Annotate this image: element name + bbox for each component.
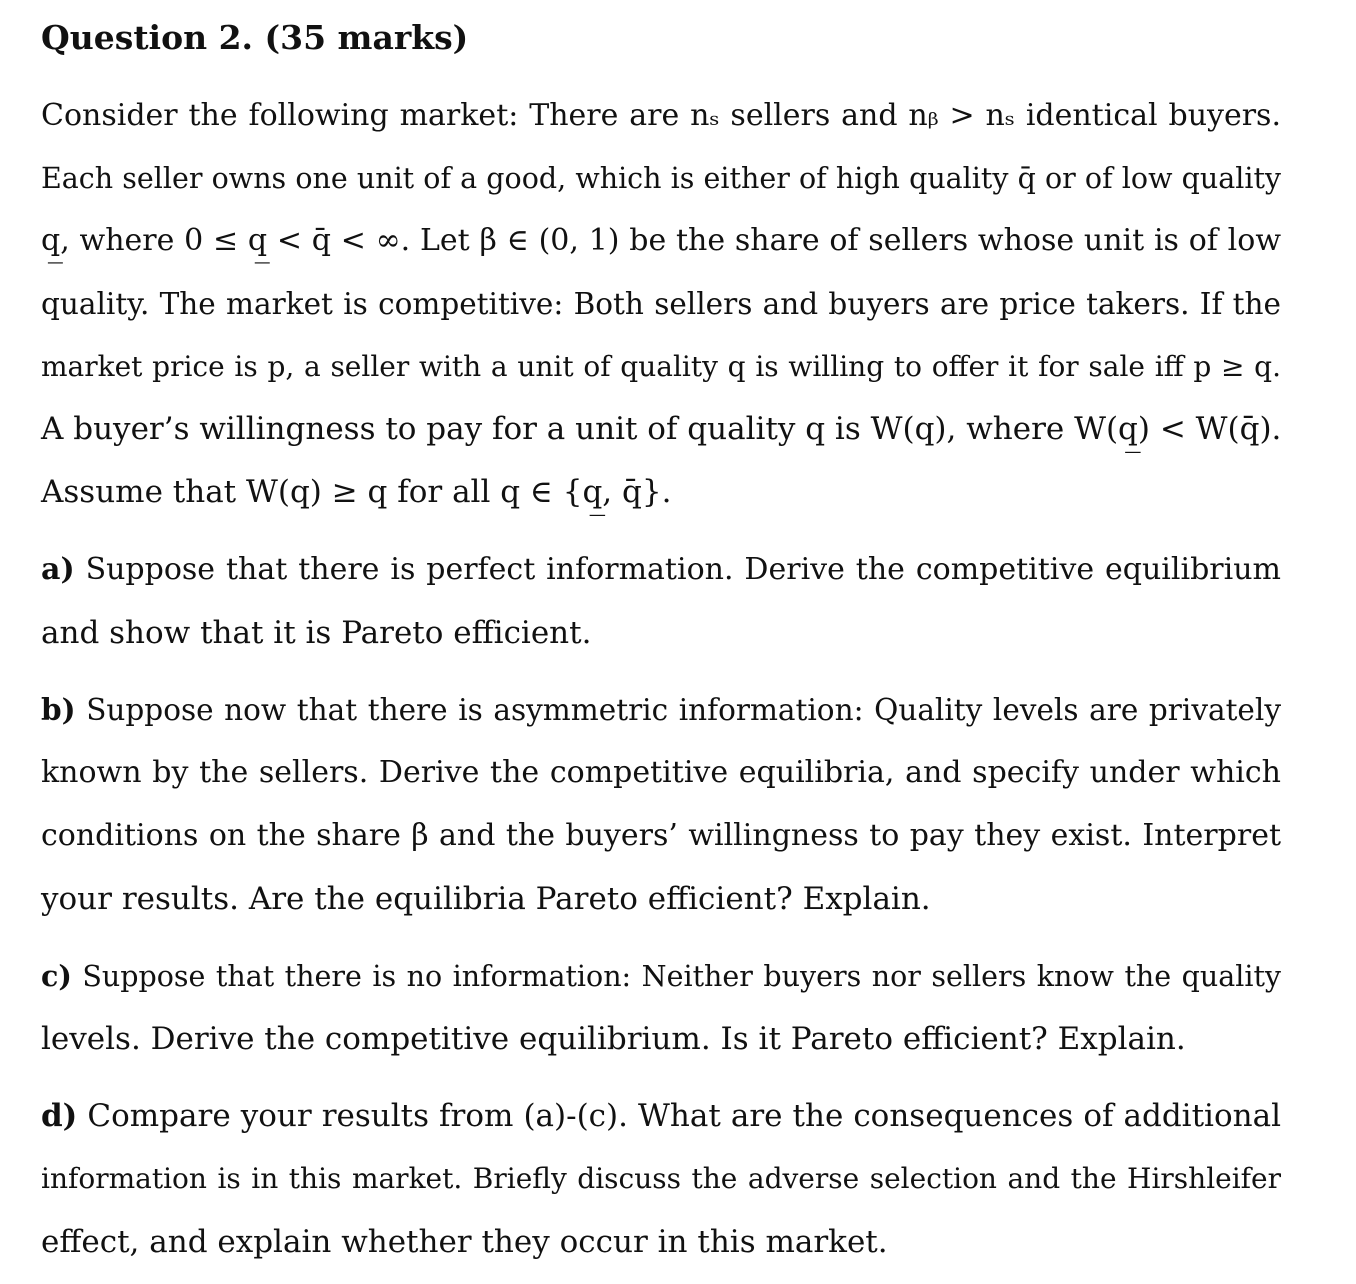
intro-line-6: A buyer’s willingness to pay for a unit of quality q is W(q), where W(q̲) < W(q̄). [41, 411, 1282, 447]
part-d-line-2: information is in this market. Briefly discuss the adverse selection and the Hirshleifer [41, 1162, 1281, 1195]
part-b-line-2: known by the sellers. Derive the competitive equilibria, and specify under which [41, 755, 1281, 790]
part-b-line-4: your results. Are the equilibria Pareto efficient? Explain. [41, 881, 931, 917]
intro-line-2: Each seller owns one unit of a good, which is either of high quality q̄ or of low quality [41, 162, 1281, 195]
part-c-label: c) [41, 959, 72, 993]
intro-line-1: Consider the following market: There are nₛ sellers and nᵦ > nₛ identical buyers. [41, 98, 1281, 133]
part-d-line-1 [41, 1096, 1281, 1136]
intro-line-5: market price is p, a seller with a unit of quality q is willing to offer it for sale iff p ≥ q. [41, 350, 1281, 383]
part-b-line-1 [41, 690, 1281, 730]
part-a-line-2: and show that it is Pareto efficient. [41, 615, 592, 651]
part-a-text-1: Suppose that there is perfect information. Derive the competitive equilibrium [85, 552, 1281, 587]
part-b-text-1: Suppose now that there is asymmetric information: Quality levels are privately [86, 693, 1281, 727]
part-c-text-1: Suppose that there is no information: Neither buyers nor sellers know the quality [82, 960, 1282, 993]
part-d-label: d) [41, 1098, 78, 1134]
intro-line-7: Assume that W(q) ≥ q for all q ∈ {q̲, q̄}. [41, 474, 672, 510]
part-d-text-1: Compare your results from (a)-(c). What are the consequences of additional [87, 1098, 1281, 1134]
part-b-label: b) [41, 692, 76, 727]
part-c-line-2: levels. Derive the competitive equilibrium. Is it Pareto efficient? Explain. [41, 1021, 1186, 1057]
question-title: Question 2. (35 marks) [41, 18, 469, 57]
intro-line-3: q̲, where 0 ≤ q̲ < q̄ < ∞. Let β ∈ (0, 1) be the share of sellers whose unit is of low [41, 223, 1281, 258]
intro-line-4: quality. The market is competitive: Both sellers and buyers are price takers. If the [41, 287, 1281, 321]
part-d-line-3: effect, and explain whether they occur in this market. [41, 1224, 888, 1260]
part-a-line-1 [41, 550, 1281, 590]
part-b-line-3: conditions on the share β and the buyers’ willingness to pay they exist. Interpret [41, 818, 1281, 853]
part-c-line-1 [41, 956, 1281, 997]
part-a-label: a) [41, 552, 75, 587]
